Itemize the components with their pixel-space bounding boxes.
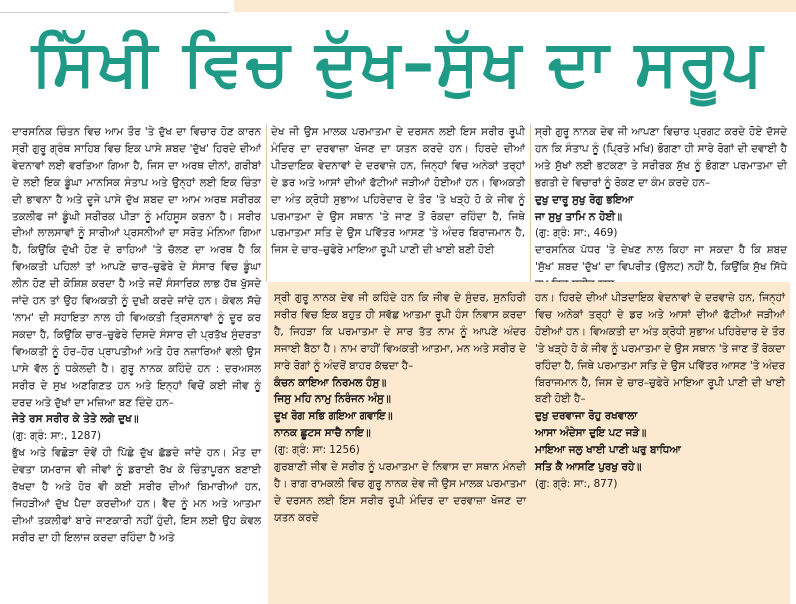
gurbani-quote: ਕੰਚਨ ਕਾਇਆ ਨਿਰਮਲ ਹੰਸੁ॥ (274, 376, 387, 389)
paragraph: ਦਾਰਸਨਿਕ ਪੱਧਰ 'ਤੇ ਦੇਖਣ ਨਾਲ ਕਿਹਾ ਜਾ ਸਕਦਾ ਹੈ ਕਿ ਸ਼ਬਦ 'ਸੁੱਖ' ਸ਼ਬਦ 'ਦੁੱਖ' ਦਾ ਵਿਪਰੀਤ (ਉਲਟ) ਨਹੀਂ ਹੈ, ਕਿਉਂਕਿ ਸੁੱਖ ਸਿੱਧੇ (535, 244, 787, 274)
gurbani-quote: ਜੇਤੇ ਰਸ ਸਰੀਰ ਕੇ ਤੇਤੇ ਲਗੇ ਦੁਖ॥ (12, 413, 139, 426)
scripture-reference: (ਗੁ: ਗ੍ਰੰ: ਸਾ:, 1287) (12, 430, 102, 443)
boxed-column-2 (535, 290, 785, 604)
column-rule (530, 124, 531, 282)
paragraph: ਹਨ। ਹਿਰਦੇ ਦੀਆਂ ਪੀੜਦਾਇਕ ਵੇਦਨਾਵਾਂ ਦੇ ਦਰਵਾਜ਼ੇ ਹਨ, ਜਿਨ੍ਹਾਂ ਵਿਚ ਅਨੇਕਾਂ ਤਰ੍ਹਾਂ ਦੇ ਡਰ ਅਤੇ ਆਸਾਂ ਦੀਆਂ ਫੱਟੀਆਂ ਜੜੀਆਂ ਹੋਈਆਂ ਹਨ। ਵਿਅਕਤੀ ਦਾ ਅੰਤ ਕ੍ਰੋਧੀ ਸੁਭਾਅ ਪਹਿਰੇਦਾਰ ਦੇ ਤੌਰ 'ਤੇ ਖੜ੍ਹੇ ਹੋ ਕੇ ਜੀਵ ਨੂੰ ਪਰਮਾਤਮਾ ਦੇ ਉਸ ਸਥਾਨ 'ਤੇ ਜਾਣ ਤੋਂ ਰੋਕਦਾ ਰਹਿੰਦਾ ਹੈ, ਜਿਥੇ ਪਰਮਾਤਮਾ ਸਤਿ ਦੇ ਉਸ ਪਵਿੱਤਰ ਆਸਣ 'ਤੇ ਅੰਦਰ ਬਿਰਾਜਮਾਨ ਹੈ, ਜਿਸ ਦੇ ਚਾਰ–ਚੁਫੇਰੇ ਮਾਇਆ ਰੂਪੀ ਪਾਣੀ ਦੀ ਖਾਈ ਬਣੀ ਹੋਈ ਹੈ– (535, 292, 785, 406)
paragraph: ਸ੍ਰੀ ਗੁਰੂ ਨਾਨਕ ਦੇਵ ਜੀ ਕਹਿੰਦੇ ਹਨ ਕਿ ਜੀਵ ਦੇ ਸੁੰਦਰ, ਸੁਨਹਿਰੀ ਸਰੀਰ ਵਿਚ ਇਕ ਬਹੁਤ ਹੀ ਸਵੱਛ ਆਤਮਾ ਰੂਪੀ ਹੰਸ ਨਿਵਾਸ ਕਰਦਾ ਹੈ, ਜਿਹੜਾ ਕਿ ਪਰਮਾਤਮਾ ਦੇ ਸਾਰ ਤੱਤ ਨਾਮ ਨੂੰ ਆਪਣੇ ਅੰਦਰ ਸਜਾਈ ਬੈਠਾ ਹੈ। ਨਾਮ ਰਾਹੀਂ ਵਿਅਕਤੀ ਆਤਮਾ, ਮਨ ਅਤੇ ਸਰੀਰ ਦੇ ਸਾਰੇ ਰੋਗਾਂ ਨੂੰ ਅੰਦਰੋਂ ਬਾਹਰ ਕੱਢਦਾ ਹੈ– (274, 292, 526, 372)
article-column-3 (535, 124, 787, 280)
gurbani-quote: ਜਾ ਸੁਖੁ ਤਾਮਿ ਨ ਹੋਈ॥ (535, 210, 623, 223)
paragraph: ਸ੍ਰੀ ਗੁਰੂ ਨਾਨਕ ਦੇਵ ਜੀ ਆਪਣਾ ਵਿਚਾਰ ਪ੍ਰਗਟ ਕਰਦੇ ਹੋਏ ਦੱਸਦੇ ਹਨ ਕਿ ਸੰਤਾਪ ਨੂੰ (ਪ੍ਰਿਤੇ ਮਖਿ) ਭੋਗਣਾ ਹੀ ਸਾਰੇ ਰੋਗਾਂ ਦੀ ਦਵਾਈ ਹੈ ਅਤੇ ਸੁੱਖਾਂ ਲਈ ਭਟਕਣਾ ਤੇ ਸਰੀਰਕ ਸੁੱਖ ਨੂੰ ਭੋਗਣਾ ਪਰਮਾਤਮਾ ਦੀ ਭਗਤੀ ਦੇ ਵਿਚਾਰਾਂ ਨੂੰ ਰੋਕਣ ਦਾ ਕੰਮ ਕਰਦੇ ਹਨ– (535, 126, 787, 189)
paragraph: ਗੁਰਬਾਣੀ ਜੀਵ ਦੇ ਸਰੀਰ ਨੂੰ ਪਰਮਾਤਮਾ ਦੇ ਨਿਵਾਸ ਦਾ ਸਥਾਨ ਮੰਨਦੀ ਹੈ। ਰਾਗ ਰਾਮਕਲੀ ਵਿਚ ਗੁਰੂ ਨਾਨਕ ਦੇਵ ਜੀ ਉਸ ਮਾਲਕ ਪਰਮਾਤਮਾ ਦੇ ਦਰਸਨ ਲਈ ਇਸ ਸਰੀਰ ਰੂਪੀ ਮੰਦਿਰ ਦਾ ਦਰਵਾਜ਼ਾ ਖੋਜਣ ਦਾ ਯਤਨ ਕਰਦੇ (274, 461, 526, 524)
headline: ਸਿੱਖੀ ਵਿਚ ਦੁੱਖ–ਸੁੱਖ ਦਾ ਸਰੂਪ (31, 27, 765, 101)
gurbani-quote: ਮਾਇਆ ਜਲੁ ਖਾਈ ਪਾਣੀ ਘਰੁ ਬਾਧਿਆ (535, 444, 681, 457)
gurbani-quote: ਦੁਖੁ ਦਾਰੂ ਸੁਖੁ ਰੋਗੁ ਭਇਆ (535, 193, 634, 206)
gurbani-quote: ਆਸਾ ਅੰਦੇਸਾ ਦੁਇ ਪਟ ਜੜੇ॥ (535, 427, 647, 440)
top-band-right (234, 0, 796, 12)
gurbani-quote: ਦੁਖੁ ਦਰਵਾਜਾ ਰੋਹੁ ਰਖਵਾਲਾ (535, 410, 638, 423)
gurbani-quote: ਜਿਸੁ ਮਹਿ ਨਾਮੁ ਨਿਰੰਜਨ ਅੰਸੁ॥ (274, 393, 391, 406)
gurbani-quote: ਸਤਿ ਕੈ ਆਸਣਿ ਪੁਰਖੁ ਰਹੇ॥ (535, 461, 642, 474)
scripture-reference: (ਗੁ: ਗ੍ਰੰ: ਸਾ: 1256) (274, 444, 360, 457)
boxed-column-1 (274, 290, 526, 604)
article-column-1 (12, 124, 261, 604)
paragraph: ਦਾਰਸਨਿਕ ਚਿੰਤਨ ਵਿਚ ਆਮ ਤੌਰ 'ਤੇ ਦੁੱਖ ਦਾ ਵਿਚਾਰ ਹੋਣ ਕਾਰਨ ਸ੍ਰੀ ਗੁਰੂ ਗ੍ਰੰਥ ਸਾਹਿਬ ਵਿਚ ਇਕ ਪਾਸੇ ਸ਼ਬਦ 'ਦੁੱਖ' ਹਿਰਦੇ ਦੀਆਂ ਵੇਦਨਾਵਾਂ ਲਈ ਵਰਤਿਆ ਗਿਆ ਹੈ, ਜਿਸ ਦਾ ਅਰਥ ਦੀਨਾਂ, ਗਰੀਬਾਂ ਦੇ ਲਈ ਇਕ ਡੂੰਘਾ ਮਾਨਸਿਕ ਸੰਤਾਪ ਅਤੇ ਉਨ੍ਹਾਂ ਲਈ ਇਕ ਚਿੰਤਾ ਦੀ ਭਾਵਨਾ ਹੈ ਅਤੇ ਦੂਜੇ ਪਾਸੇ ਦੁੱਖ ਸ਼ਬਦ ਦਾ ਆਮ ਅਰਥ ਸਰੀਰਕ ਤਕਲੀਫ ਜਾਂ ਡੂੰਘੀ ਸਰੀਰਕ ਪੀੜਾ ਨੂੰ ਮਹਿਸੂਸ ਕਰਨਾ ਹੈ। ਸਰੀਰ ਦੀਆਂ ਲਾਲਸਾਵਾਂ ਨੂੰ ਸਾਰੀਆਂ ਪ੍ਰਸਨੀਆਂ ਦਾ ਸਰੋਤ ਮੰਨਿਆ ਗਿਆ ਹੈ, ਕਿਉਂਕਿ ਦੁੱਖੀ ਹੋਣ ਦੇ ਰਾਹਿਆਂ 'ਤੇ ਚੱਲਣ ਦਾ ਅਰਥ ਹੈ ਕਿ ਵਿਅਕਤੀ ਪਹਿਲਾਂ ਤਾਂ ਆਪਣੇ ਚਾਰ–ਚੁਫੇਰੇ ਦੇ ਸੰਸਾਰ ਵਿਚ ਡੂੰਘਾ ਲੀਨ ਹੋਣ ਦੀ ਕੋਸ਼ਿਸ਼ ਕਰਦਾ ਹੈ ਅਤੇ ਜਦੋਂ ਸੰਸਾਰਿਕ ਲਾਭ ਹੱਥ ਖੁੱਸਦੇ ਜਾਂਦੇ ਹਨ ਤਾਂ ਉਹ ਵਿਅਕਤੀ ਨੂੰ ਦੁਖੀ ਕਰਦੇ ਜਾਂਦੇ ਹਨ। ਕੇਵਲ ਸੱਚੇ 'ਨਾਮ' ਦੀ ਸਹਾਇਤਾ ਨਾਲ ਹੀ ਵਿਅਕਤੀ ਤ੍ਰਿਸਨਾਵਾਂ ਨੂੰ ਦੂਰ ਕਰ ਸਕਦਾ ਹੈ, ਕਿਉਂਕਿ ਚਾਰ–ਚੁਫੇਰੇ ਦਿਸਦੇ ਸੰਸਾਰ ਦੀ ਪ੍ਰਤੱਖ ਸੁੰਦਰਤਾ ਵਿਅਕਤੀ ਨੂੰ ਹੋਰ–ਹੋਰ ਪ੍ਰਾਪਤੀਆਂ ਅਤੇ ਹੋਰ ਨਜ਼ਾਰਿਆਂ ਵਲੀ ਉਸ ਪਾਸੇ ਵੱਲ ਨੂੰ ਧਕੇਲਦੀ ਹੈ। ਗੁਰੂ ਨਾਨਕ ਕਹਿੰਦੇ ਹਨ : ਦਰਅਸਲ ਸਰੀਰ ਦੇ ਸੁਖ ਅਣਗਿਣਤ ਹਨ ਅਤੇ ਇਨ੍ਹਾਂ ਵਿਚੋਂ ਕਈ ਜੀਵ ਨੂੰ ਦਰਦ ਅਤੇ ਦੁੱਖਾਂ ਦਾ ਮਜ਼ਿਆ ਬਣ ਦਿੰਦੇ ਹਨ– (12, 126, 261, 409)
gurbani-quote: ਨਾਨਕ ਛੂਟਸ ਸਾਚੈ ਨਾਇ॥ (274, 427, 371, 440)
column-rule (266, 124, 267, 282)
scripture-reference: (ਗੁ: ਗ੍ਰੰ: ਸਾ:, 469) (535, 227, 618, 240)
paragraph: ਭੁੱਖ ਅਤੇ ਵਿਛੋੜਾ ਦੋਵੇਂ ਹੀ ਪਿੱਛੇ ਦੁੱਖ ਛੱਡਦੇ ਜਾਂਦੇ ਹਨ। ਮੌਤ ਦਾ ਦੇਵਤਾ ਯਮਰਾਜ ਵੀ ਜੀਵਾਂ ਨੂੰ ਡਰਾਈ ਰੱਖ ਕੇ ਚਿੰਤਾਪੂਰਨ ਬਣਾਈ ਰੱਖਦਾ ਹੈ ਅਤੇ ਹੋਰ ਵੀ ਕਈ ਸਰੀਰ ਦੀਆਂ ਬਿਮਾਰੀਆਂ ਹਨ, ਜਿਹੜੀਆਂ ਦੁੱਖ ਪੈਦਾ ਕਰਦੀਆਂ ਹਨ। ਵੈਦ ਨੂੰ ਮਨ ਅਤੇ ਆਤਮਾ ਦੀਆਂ ਤਕਲੀਫਾਂ ਬਾਰੇ ਜਾਣਕਾਰੀ ਨਹੀਂ ਹੁੰਦੀ, ਇਸ ਲਈ ਉਹ ਕੇਵਲ ਸਰੀਰ ਦਾ ਹੀ ਇਲਾਜ ਕਰਦਾ ਰਹਿੰਦਾ ਹੈ ਅਤੇ (12, 447, 261, 544)
scripture-reference: (ਗੁ: ਗ੍ਰੰ: ਸਾ:, 877) (535, 477, 618, 490)
article-column-2 (271, 124, 525, 276)
paragraph: ਦੇਖ ਜੀ ਉਸ ਮਾਲਕ ਪਰਮਾਤਮਾ ਦੇ ਦਰਸਨ ਲਈ ਇਸ ਸਰੀਰ ਰੂਪੀ ਮੰਦਿਰ ਦਾ ਦਰਵਾਜ਼ਾ ਖੋਜਣ ਦਾ ਯਤਨ ਕਰਦੇ ਹਨ। ਹਿਰਦੇ ਦੀਆਂ ਪੀੜਦਾਇਕ ਵੇਦਨਾਵਾਂ ਦੇ ਦਰਵਾਜ਼ੇ ਹਨ, ਜਿਨ੍ਹਾਂ ਵਿਚ ਅਨੇਕਾਂ ਤਰ੍ਹਾਂ ਦੇ ਡਰ ਅਤੇ ਆਸਾਂ ਦੀਆਂ ਫੱਟੀਆਂ ਜੜੀਆਂ ਹੋਈਆਂ ਹਨ। ਵਿਅਕਤੀ ਦਾ ਅੰਤ ਕ੍ਰੋਧੀ ਸੁਭਾਅ ਪਹਿਰੇਦਾਰ ਦੇ ਤੌਰ 'ਤੇ ਖੜ੍ਹੇ ਹੋ ਕੇ ਜੀਵ ਨੂੰ ਪਰਮਾਤਮਾ ਦੇ ਉਸ ਸਥਾਨ 'ਤੇ ਜਾਣ ਤੋਂ ਰੋਕਦਾ ਰਹਿੰਦਾ ਹੈ, ਜਿਥੇ ਪਰਮਾਤਮਾ ਸਤਿ ਦੇ ਉਸ ਪਵਿੱਤਰ ਆਸਣ 'ਤੇ ਅੰਦਰ ਬਿਰਾਜਮਾਨ ਹੈ, ਜਿਸ ਦੇ ਚਾਰ–ਚੁਫੇਰੇ ਮਾਇਆ ਰੂਪੀ ਪਾਣੀ ਦੀ ਖਾਈ ਬਣੀ ਹੋਈ (271, 126, 525, 257)
gurbani-quote: ਦੂਖ ਰੋਗ ਸਭਿ ਗਇਆ ਗਵਾਇ॥ (274, 410, 393, 423)
